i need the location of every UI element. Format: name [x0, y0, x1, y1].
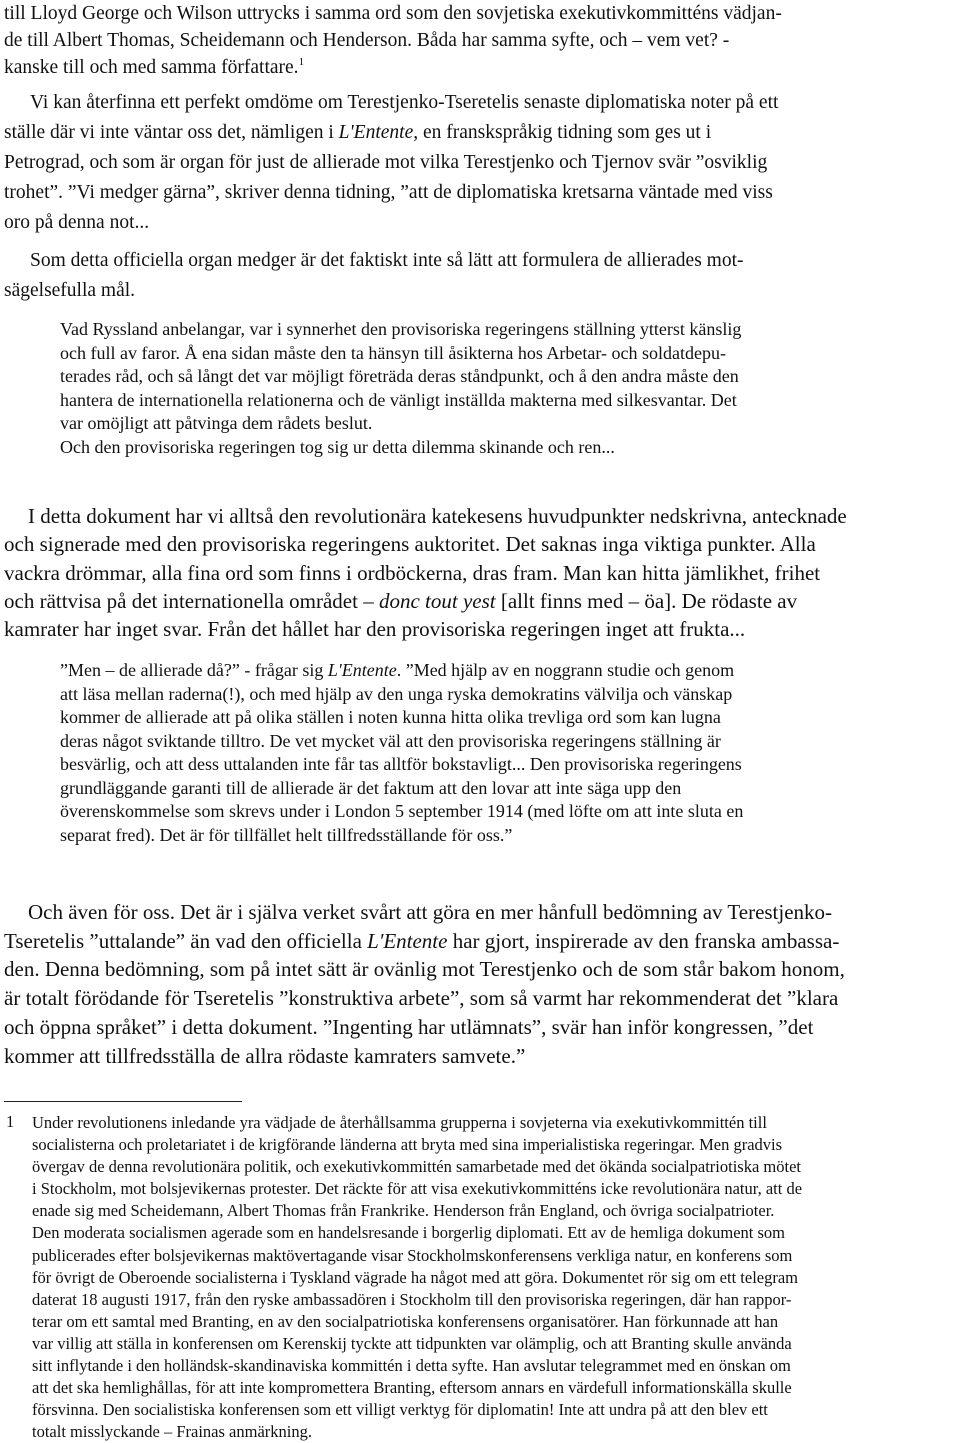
text-line: och signerade med den provisoriska regeringens auktoritet. Det saknas inga viktiga punkter. Alla — [4, 532, 816, 557]
text-line: terades råd, och så långt det var möjligt företräda deras ståndpunkt, och å den andra måste den — [60, 366, 739, 386]
block-quote — [4, 88, 954, 238]
text-line: de till Albert Thomas, Scheidemann och Henderson. Båda har samma syfte, och – vem vet? - — [4, 30, 730, 51]
text-line: övergav de denna revolutionära politik, och exekutivkommittén samarbetade med det ökända socialpatriotiska mötet — [32, 1157, 801, 1177]
text-line: kommer att tillfredsställa de allra rödaste kamraters samvete.” — [4, 1043, 526, 1068]
text-line: Den moderata socialismen agerade som en handelsresande i borgerlig diplomati. Ett av de hemliga dokument som — [32, 1223, 785, 1243]
text-line: i Stockholm, mot bolsjevikernas protester. Det räckte för att visa exekutivkommitténs icke revolutionära natur, att de — [32, 1179, 803, 1199]
text-line: I detta dokument har vi alltså den revolutionära katekesens huvudpunkter nedskrivna, antecknade — [28, 504, 847, 528]
text-line: Under revolutionens inledande yra vädjade de återhållsamma grupperna i sovjeterna via exekutivkommittén till — [32, 1113, 767, 1132]
text-line: Och även för oss. Det är i själva verket svårt att göra en mer hånfull bedömning av Terestjenko- — [28, 900, 833, 924]
text-line: och öppna språket” i detta dokument. ”Ingenting har utlämnats”, svär han inför kongressen, ”det — [4, 1014, 814, 1039]
nested-quote — [60, 659, 960, 847]
foreign-phrase: donc tout yest — [378, 588, 496, 613]
text-line: Tseretelis ”uttalande” än vad den officiella L'Entente har gjort, inspirerade av den franska ambassa- — [4, 928, 840, 953]
text-line: att det ska hemlighållas, för att inte kompromettera Branting, eftersom annars en värdefull informationskälla skulle — [32, 1378, 792, 1398]
text-line: terar om ett samtal med Branting, en av den socialpatriotiska konferensens organisatörer. Han förkunnade att han — [32, 1311, 779, 1331]
text-line: Petrograd, och som är organ för just de allierade mot vilka Terestjenko och Tjernov svär ”osviklig — [4, 152, 768, 173]
text-line: är totalt förödande för Tseretelis ”konstruktiva arbete”, som så varmt har rekommenderat det ”klara — [4, 986, 839, 1011]
nested-quote — [60, 318, 960, 459]
footnote-ref[interactable]: 1 — [298, 55, 305, 68]
text-line: separat fred). Det är för tillfället helt tillfredsställande för oss.” — [60, 824, 513, 845]
text-line: Som detta officiella organ medger är det faktiskt inte så lätt att formulera de allierades mot- — [30, 250, 744, 271]
text-line: trohet”. ”Vi medger gärna”, skriver denna tidning, ”att de diplomatiska kretsarna väntade med viss — [4, 182, 773, 203]
text-line: var villig att ställa in konferensen om Kerenskij tyckte att tidpunkten var olämplig, och att Branting skulle använda — [32, 1333, 792, 1353]
text-line: att läsa mellan raderna(!), och med hjälp av den unga ryska demokratins välvilja och vänskap — [60, 683, 733, 704]
body-paragraph — [4, 898, 956, 1070]
text-line: kanske till och med samma författare.$^1$ — [4, 55, 305, 78]
text-line: ”Men – de allierade då?” - frågar sig L'Entente. ”Med hjälp av en noggrann studie och genom — [60, 660, 735, 680]
footnote-divider — [4, 1101, 242, 1102]
newspaper-name: L'Entente — [367, 928, 448, 953]
text-line: Vi kan återfinna ett perfekt omdöme om Terestjenko-Tseretelis senaste diplomatiska noter på ett — [30, 92, 779, 113]
text-line: socialisterna och proletariatet i de krigförande länderna att bryta med sina imperialistiska regeringar. Men gradvis — [32, 1135, 783, 1155]
text-line: sitt inflytande i den holländsk-skandinaviska kommittén i detta syfte. Han avslutar telegrammet med en önskan om — [32, 1356, 791, 1376]
text-line: överenskommelse som skrevs under i London 5 september 1914 (med löfte om att inte sluta en — [60, 801, 744, 821]
footnote-text — [32, 1112, 960, 1443]
text-line: totalt misslyckande – Frainas anmärkning. — [32, 1422, 312, 1442]
text-line: för övrigt de Oberoende socialisterna i Tyskland vägrade ha något med att göra. Dokumentet rör sig om ett telegram — [32, 1267, 799, 1287]
text-line: Vad Ryssland anbelangar, var i synnerhet den provisoriska regeringens ställning ytterst känslig — [60, 319, 742, 339]
text-line: besvärlig, och att dess uttalanden inte får tas alltför bokstavligt... Den provisoriska regeringens — [60, 754, 742, 774]
text-line: försvinna. Den socialistiska konferensen som ett villigt verktyg för diplomatin! Inte att undra på att den blev ett — [32, 1400, 768, 1420]
text-line: till Lloyd George och Wilson uttrycks i samma ord som den sovjetiska exekutivkommitténs vädjan- — [4, 3, 782, 24]
text-line: publicerades efter bolsjevikernas maktövertagande visar Stockholmskonferensens verkliga natur, en konferens som — [32, 1245, 793, 1265]
text-line: vackra drömmar, alla fina ord som finns i ordböckerna, dras fram. Man kan hitta jämlikhet, frihet — [4, 560, 821, 585]
text-line: deras något sviktande tilltro. De vet mycket väl att den provisoriska regeringens ställning är — [60, 730, 721, 751]
text-line: den. Denna bedömning, som på intet sätt är ovänlig mot Terestjenko och de som står bakom honom, — [4, 957, 845, 982]
text-line: ställe där vi inte väntar oss det, nämligen i L'Entente, en franskspråkig tidning som ges ut i — [4, 122, 712, 143]
text-line: Och den provisoriska regeringen tog sig ur detta dilemma skinande och ren... — [60, 436, 615, 457]
intro-paragraph — [4, 0, 782, 81]
text-line: enade sig med Scheidemann, Albert Thomas från Frankrike. Henderson från England, och övriga socialpatrioter. — [32, 1201, 775, 1221]
text-line: sägelsefulla mål. — [4, 280, 136, 301]
newspaper-name: L'Entente — [338, 122, 414, 143]
text-line: grundläggande garanti till de allierade är det faktum att den lovar att inte säga upp den — [60, 777, 682, 798]
text-line: daterat 18 augusti 1917, från den ryske ambassadören i Stockholm till den provisoriska regeringen, där han rappor- — [32, 1289, 792, 1309]
body-paragraph — [4, 502, 956, 643]
text-line: var omöjligt att påtvinga dem rådets beslut. — [60, 413, 373, 433]
text-line: och full av faror. Å ena sidan måste den ta hänsyn till åsikterna hos Arbetar- och soldatdepu- — [60, 342, 726, 363]
block-quote — [4, 246, 954, 306]
newspaper-name: L'Entente — [327, 660, 397, 680]
text-line: hantera de internationella relationerna och de vänligt inställda makterna med silkesvantar. Det — [60, 389, 737, 410]
text-line: kommer de allierade att på olika ställen i noten kunna hitta olika trevliga ord som kan lugna — [60, 707, 721, 727]
text-line: och rättvisa på det internationella området – donc tout yest [allt finns med – öa]. De rödaste av — [4, 588, 798, 613]
text-line: kamrater har inget svar. Från det hållet har den provisoriska regeringen inget att frukta... — [4, 617, 746, 642]
footnote-number: 1 — [6, 1112, 15, 1131]
text-line: oro på denna not... — [4, 212, 150, 233]
